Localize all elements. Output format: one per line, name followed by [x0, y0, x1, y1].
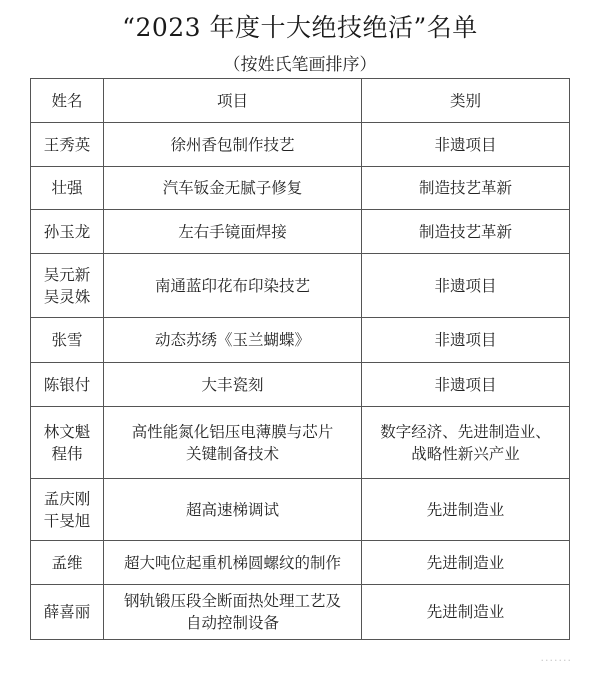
- header-name: 姓名: [31, 79, 104, 123]
- name-cell: [31, 363, 104, 407]
- project-cell: [104, 541, 362, 585]
- project-cell-line: 南通蓝印花布印染技艺: [154, 276, 310, 295]
- project-cell-line: 大丰瓷刻: [201, 375, 264, 394]
- category-cell: [362, 407, 570, 479]
- name-cell: [31, 479, 104, 541]
- table-row: [31, 318, 570, 363]
- page-title: “2023 年度十大绝技绝活”名单: [122, 13, 478, 42]
- category-cell: [362, 254, 570, 318]
- table-row: [31, 254, 570, 318]
- name-cell-line: 薛喜丽: [43, 603, 91, 621]
- project-cell: [104, 123, 362, 167]
- category-cell: [362, 541, 570, 585]
- name-cell-line: 王秀英: [43, 135, 91, 154]
- table-body: [31, 123, 570, 640]
- page-subtitle: （按姓氏笔画排序）: [223, 55, 377, 75]
- table-row: [31, 585, 570, 640]
- project-cell-line: 自动控制设备: [185, 614, 279, 632]
- project-cell: [104, 407, 362, 479]
- name-cell: [31, 123, 104, 167]
- project-cell-line: 超大吨位起重机梯圆螺纹的制作: [123, 553, 341, 572]
- name-cell-line: 吴元新: [43, 265, 91, 284]
- category-cell-line: 数字经济、先进制造业、: [380, 422, 551, 441]
- watermark: ·······: [540, 654, 572, 667]
- name-cell-line: 壮强: [51, 179, 83, 197]
- project-cell: [104, 585, 362, 640]
- category-cell-line: 非遗项目: [434, 331, 497, 349]
- category-cell-line: 先进制造业: [426, 500, 505, 519]
- category-cell-line: 战略性新兴产业: [411, 444, 520, 463]
- name-cell: [31, 585, 104, 640]
- category-cell-line: 非遗项目: [434, 135, 497, 154]
- table-row: [31, 123, 570, 167]
- name-cell: [31, 210, 104, 254]
- name-cell-line: 吴灵姝: [43, 287, 91, 306]
- category-cell-line: 非遗项目: [434, 276, 497, 295]
- name-cell-line: 程伟: [51, 444, 83, 463]
- name-cell-line: 张雪: [51, 331, 83, 349]
- project-cell-line: 关键制备技术: [185, 444, 279, 463]
- category-cell: [362, 123, 570, 167]
- header-category: 类别: [362, 79, 570, 123]
- project-cell: [104, 318, 362, 363]
- name-cell-line: 林文魁: [43, 422, 91, 441]
- table-row: [31, 479, 570, 541]
- list-table: [30, 78, 570, 640]
- table-row: [31, 167, 570, 210]
- project-cell: [104, 363, 362, 407]
- name-cell-line: 孙玉龙: [43, 222, 91, 241]
- name-cell: [31, 254, 104, 318]
- header-project: 项目: [104, 79, 362, 123]
- project-cell-line: 动态苏绣《玉兰蝴蝶》: [154, 331, 310, 349]
- project-cell-line: 钢轨锻压段全断面热处理工艺及: [123, 592, 341, 610]
- name-cell-line: 陈银付: [43, 375, 91, 394]
- category-cell: [362, 479, 570, 541]
- category-cell-line: 先进制造业: [426, 553, 505, 572]
- category-cell: [362, 167, 570, 210]
- project-cell-line: 高性能氮化铝压电薄膜与芯片: [131, 422, 334, 441]
- project-cell-line: 徐州香包制作技艺: [170, 135, 295, 154]
- table-row: [31, 210, 570, 254]
- name-cell-line: 干旻旭: [43, 511, 91, 530]
- name-cell-line: 孟维: [51, 553, 83, 572]
- project-cell: [104, 479, 362, 541]
- category-cell: [362, 363, 570, 407]
- table-header-row: [31, 79, 570, 123]
- project-cell: [104, 210, 362, 254]
- table-row: [31, 541, 570, 585]
- category-cell: [362, 210, 570, 254]
- name-cell: [31, 407, 104, 479]
- name-cell: [31, 318, 104, 363]
- project-cell-line: 超高速梯调试: [185, 500, 279, 519]
- category-cell-line: 制造技艺革新: [418, 179, 512, 197]
- category-cell-line: 非遗项目: [434, 375, 497, 394]
- table-row: [31, 363, 570, 407]
- name-cell: [31, 541, 104, 585]
- table-row: [31, 407, 570, 479]
- project-cell-line: 左右手镜面焊接: [178, 222, 287, 241]
- category-cell-line: 制造技艺革新: [418, 222, 512, 241]
- project-cell: [104, 254, 362, 318]
- name-cell: [31, 167, 104, 210]
- category-cell: [362, 318, 570, 363]
- category-cell: [362, 585, 570, 640]
- name-cell-line: 孟庆刚: [43, 489, 91, 508]
- project-cell-line: 汽车钣金无腻子修复: [162, 179, 303, 197]
- project-cell: [104, 167, 362, 210]
- category-cell-line: 先进制造业: [426, 603, 505, 621]
